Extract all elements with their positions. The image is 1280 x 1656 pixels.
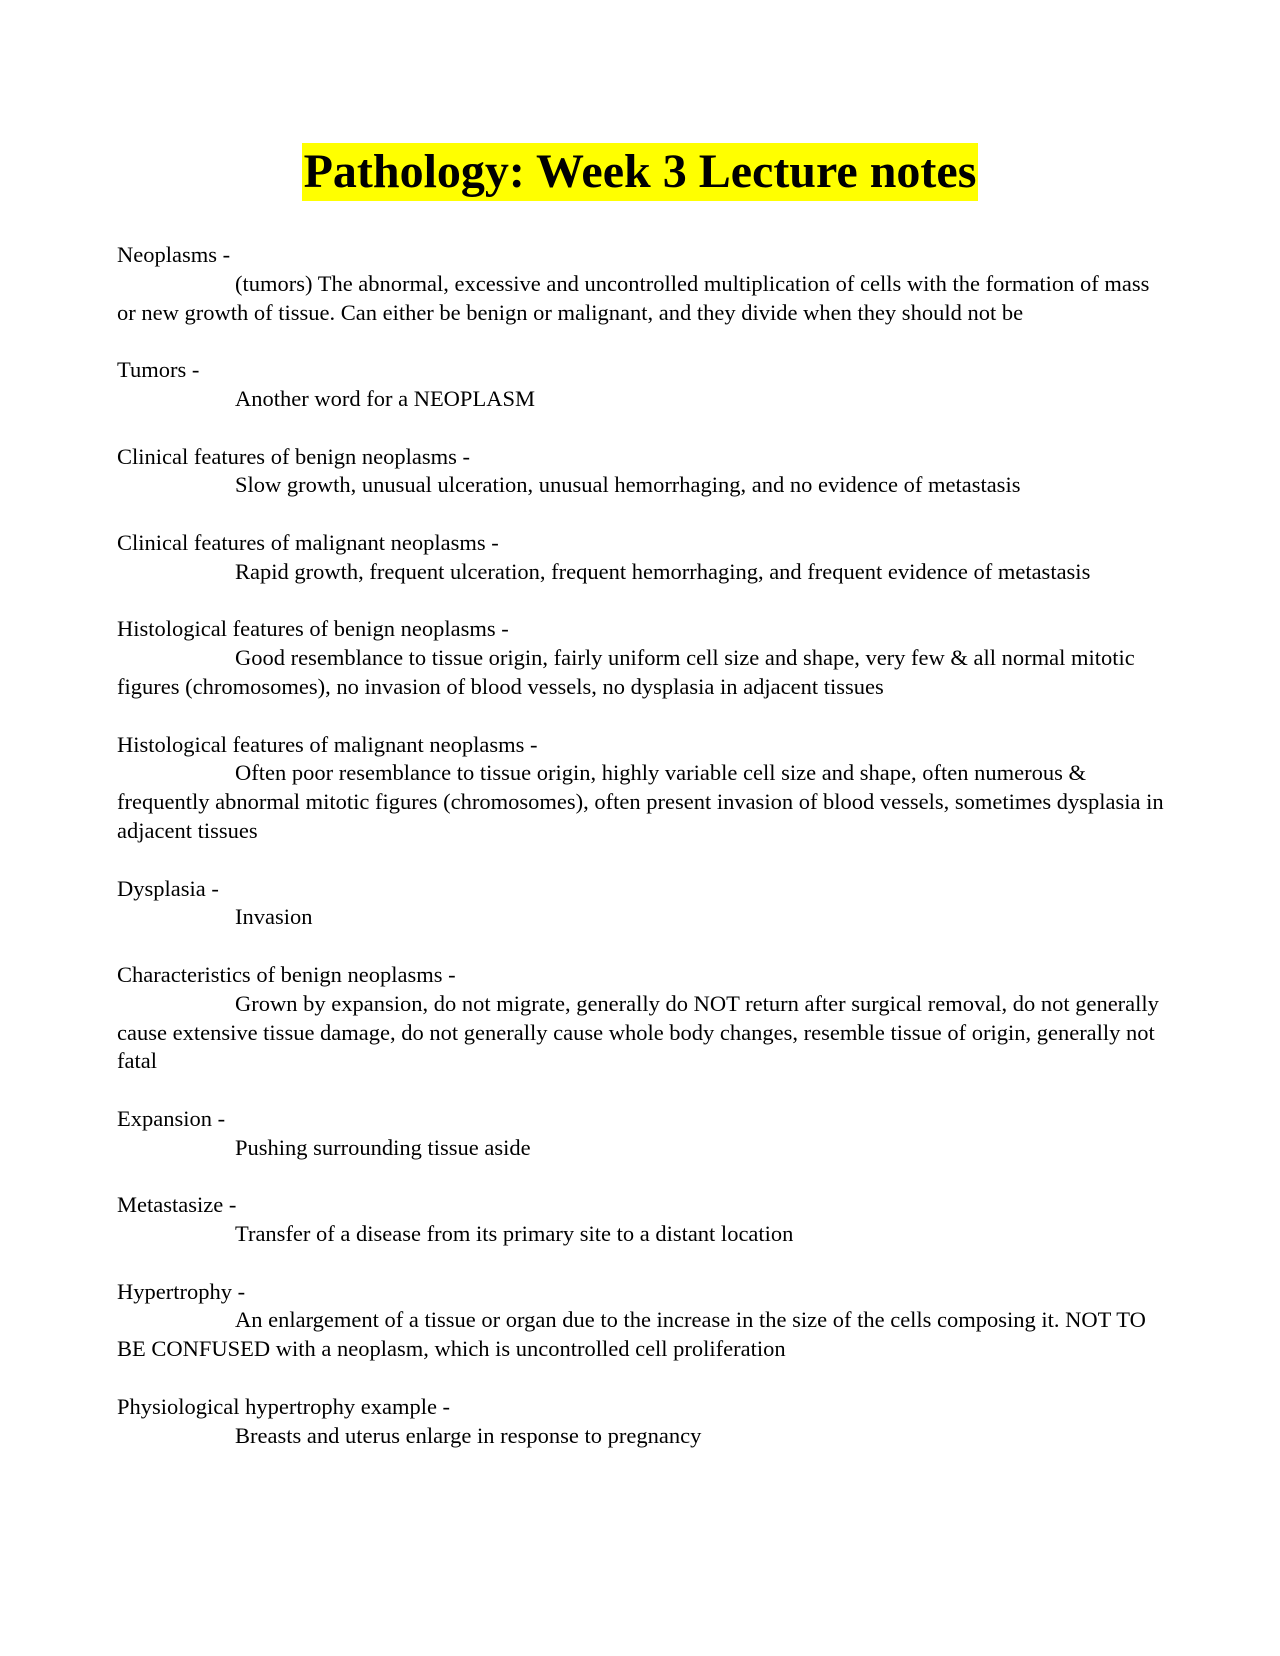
entry-histological-benign [117,615,1167,701]
entry-expansion [117,1105,1167,1163]
entry-definition: Grown by expansion, do not migrate, generally do NOT return after surgical removal, do not generally cause extensive tissue damage, do not generally cause whole body changes, resemble tissue of origin, generally not fatal [117,990,1159,1074]
notes-content [117,241,1167,1479]
entry-definition: (tumors) The abnormal, excessive and uncontrolled multiplication of cells with the formation of mass or new growth of tissue. Can either be benign or malignant, and they divide when they should not be [117,270,1150,325]
entry-term: Characteristics of benign neoplasms - [117,961,456,987]
title-container [0,143,1280,201]
entry-term: Clinical features of malignant neoplasms - [117,529,499,555]
entry-term: Neoplasms - [117,242,231,267]
entry-term: Expansion - [117,1105,226,1131]
entry-characteristics-benign [117,961,1167,1076]
entry-term: Tumors - [117,357,200,383]
entry-definition: Rapid growth, frequent ulceration, frequent hemorrhaging, and frequent evidence of metastasis [235,558,1091,584]
page-title: Pathology: Week 3 Lecture notes [302,143,979,201]
entry-definition: Good resemblance to tissue origin, fairly uniform cell size and shape, very few & all normal mitotic figures (chromosomes), no invasion of blood vessels, no dysplasia in adjacent tissues [117,645,1135,699]
entry-metastasize [117,1191,1167,1249]
entry-definition: An enlargement of a tissue or organ due to the increase in the size of the cells composing it. NOT TO BE CONFUSED with a neoplasm, which is uncontrolled cell proliferation [117,1307,1146,1362]
entry-clinical-malignant [117,529,1167,587]
entry-definition: Often poor resemblance to tissue origin, highly variable cell size and shape, often numerous & frequently abnormal mitotic figures (chromosomes), often present invasion of blood vessels, sometimes dysplasia in adjacent tissues [117,760,1164,843]
entry-dysplasia [117,875,1167,933]
entry-definition: Breasts and uterus enlarge in response to pregnancy [235,1422,702,1448]
entry-histological-malignant [117,731,1167,846]
entry-definition: Slow growth, unusual ulceration, unusual hemorrhaging, and no evidence of metastasis [235,472,1021,498]
entry-definition: Transfer of a disease from its primary site to a distant location [235,1221,794,1247]
entry-definition: Another word for a NEOPLASM [235,385,535,411]
entry-neoplasms [117,241,1167,327]
entry-term: Dysplasia - [117,875,219,901]
entry-definition: Pushing surrounding tissue aside [235,1134,531,1160]
entry-hypertrophy [117,1278,1167,1364]
entry-term: Hypertrophy - [117,1278,246,1304]
entry-term: Physiological hypertrophy example - [117,1393,451,1419]
entry-clinical-benign [117,443,1167,501]
entry-tumors [117,356,1167,414]
entry-term: Clinical features of benign neoplasms - [117,443,471,469]
entry-definition: Invasion [235,904,313,930]
entry-term: Histological features of malignant neoplasms - [117,731,538,757]
entry-term: Metastasize - [117,1192,237,1218]
entry-physiological-hypertrophy [117,1393,1167,1451]
entry-term: Histological features of benign neoplasms - [117,616,509,642]
